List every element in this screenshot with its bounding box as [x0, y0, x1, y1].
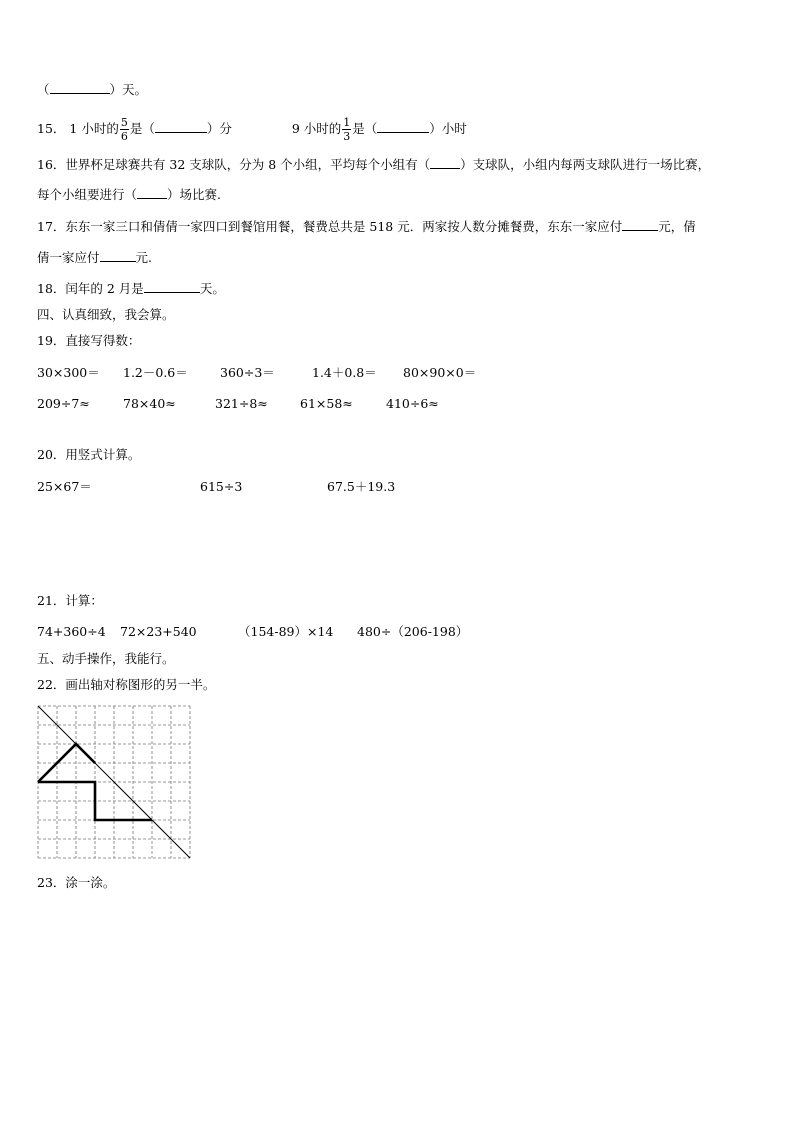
q16-text-b: ）支球队，小组内每两支球队进行一场比赛，	[460, 157, 711, 172]
fraction-five-sixths	[120, 116, 129, 143]
q19-r2-item: 61×58≈	[300, 396, 353, 411]
q19-r1-item: 1.4＋0.8＝	[312, 365, 377, 380]
q17-qianqian-blank[interactable]	[100, 249, 136, 262]
q19-r1-item: 1.2－0.6＝	[123, 365, 188, 380]
q15-a-prefix: 1 小时的	[69, 121, 119, 136]
q20-item: 25×67＝	[37, 479, 92, 494]
q18-text-b: 天。	[199, 281, 225, 296]
fraction-denominator: 3	[343, 130, 351, 143]
q19-r2-item: 410÷6≈	[386, 396, 439, 411]
q16-teams-blank[interactable]	[430, 156, 460, 169]
q18	[37, 280, 225, 298]
q19-r2-item: 209÷7≈	[37, 396, 90, 411]
q17-text-c: 倩一家应付	[37, 250, 100, 265]
q21-item: 74+360÷4	[37, 624, 106, 639]
fraction-numerator: 5	[120, 116, 128, 129]
q17-text-b: 元，倩	[658, 219, 696, 234]
q15-a-answer-blank[interactable]	[155, 120, 207, 133]
q21-item: 480÷（206-198）	[357, 624, 469, 639]
q20-item: 615÷3	[200, 479, 243, 494]
q20-item: 67.5＋19.3	[327, 479, 396, 494]
q17-line2	[37, 249, 152, 267]
fraction-one-third	[342, 116, 351, 143]
q19-r1-item: 360÷3＝	[220, 365, 275, 380]
q16-line1	[37, 156, 710, 174]
fraction-denominator: 6	[120, 130, 128, 143]
q15-a-end: ）分	[206, 121, 232, 136]
q17-dongdong-blank[interactable]	[622, 218, 658, 231]
section-4-heading: 四、认真细致，我会算。	[37, 307, 175, 322]
q15	[37, 116, 467, 143]
section-5-heading: 五、动手操作，我能行。	[37, 651, 175, 666]
q15-b-prefix: 9 小时的	[291, 121, 342, 136]
fraction-numerator: 1	[343, 116, 351, 129]
q19-r2-item: 321÷8≈	[215, 396, 268, 411]
q14-tail	[37, 81, 147, 99]
q17-line1	[37, 218, 696, 236]
q20-title: 20．用竖式计算。	[37, 447, 141, 462]
q19-r2-item: 78×40≈	[123, 396, 176, 411]
q14-answer-blank[interactable]	[50, 81, 110, 94]
q21-title: 21．计算：	[37, 593, 103, 608]
q21-item: （154-89）×14	[238, 624, 334, 639]
q16-line2	[37, 186, 221, 204]
q19-r1-item: 30×300＝	[37, 365, 100, 380]
q16-text-a: 16．世界杯足球赛共有 32 支球队，分为 8 个小组，平均每个小组有（	[37, 157, 431, 172]
q16-matches-blank[interactable]	[137, 186, 167, 199]
q15-b-answer-blank[interactable]	[377, 120, 429, 133]
q15-b-end: ）小时	[429, 121, 467, 136]
q15-b-post: 是（	[352, 121, 378, 136]
q14-close: ）天。	[109, 82, 148, 97]
q21-item: 72×23+540	[120, 624, 197, 639]
q15-number: 15．	[37, 121, 66, 136]
q23-title: 23．涂一涂。	[37, 875, 116, 890]
q19-title: 19．直接写得数：	[37, 333, 141, 348]
q14-open: （	[37, 82, 50, 97]
q18-days-blank[interactable]	[144, 280, 200, 293]
q15-a-post: 是（	[129, 121, 155, 136]
q16-text-d: ）场比赛.	[167, 187, 221, 202]
q18-text-a: 18．闰年的 2 月是	[37, 281, 144, 296]
q17-text-a: 17．东东一家三口和倩倩一家四口到餐馆用餐，餐费总共是 518 元．两家按人数分摊餐费，东东一家应付	[37, 219, 623, 234]
figure-upper-edge	[38, 744, 95, 782]
q22-title: 22．画出轴对称图形的另一半。	[37, 677, 216, 692]
q16-text-c: 每个小组要进行（	[37, 187, 138, 202]
symmetry-grid-figure[interactable]	[37, 705, 192, 860]
q17-text-d: 元.	[135, 250, 152, 265]
q19-r1-item: 80×90×0＝	[403, 365, 477, 380]
